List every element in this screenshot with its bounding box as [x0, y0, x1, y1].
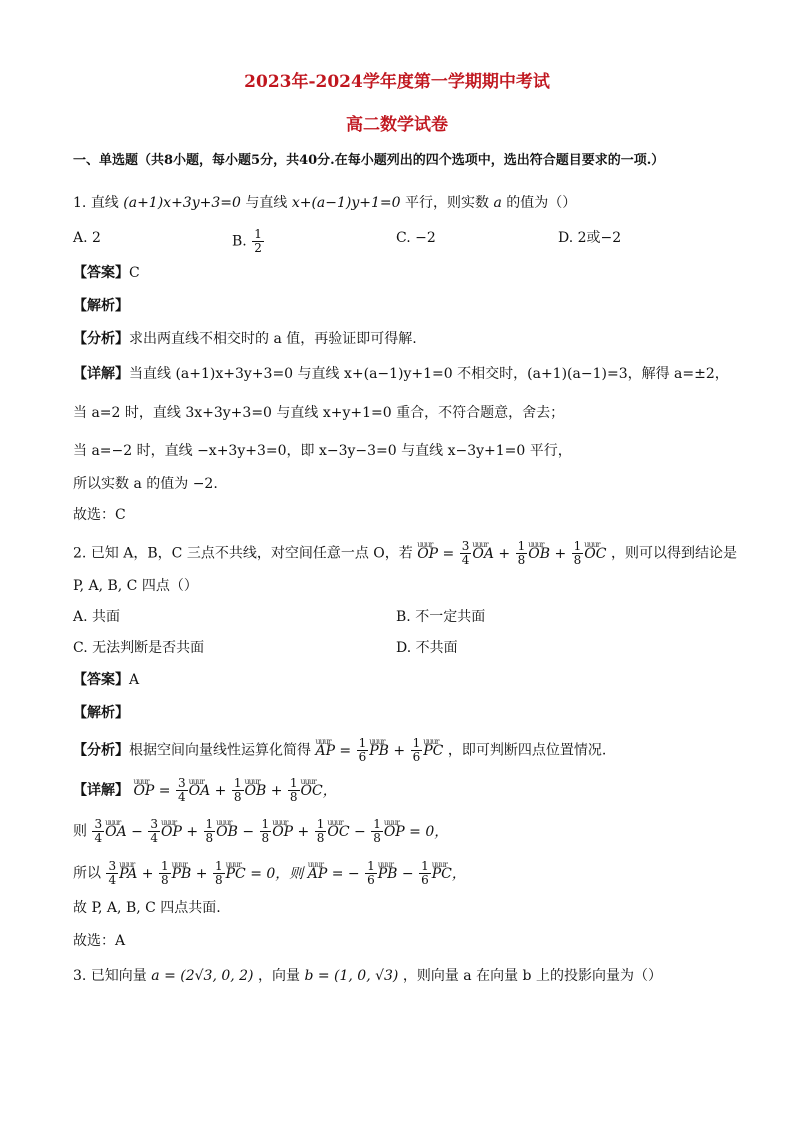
q2-detail-line1: 【详解】 uuur OP = $\frac{3}{4}$ uuur OA + $\frac{1}{8}$ uuur OB + $\frac{1}{8}$ uuur OC，: [73, 777, 337, 804]
q1-post: 平行，则实数: [404, 195, 489, 211]
q1-answer-tag: 【答案】: [73, 265, 129, 281]
q1-fenxi: 【分析】求出两直线不相交时的 a 值，再验证即可得解.: [73, 331, 417, 347]
q1-eq1: (a+1)x+3y+3=0: [123, 195, 241, 211]
exam-title: 2023年-2024学年度第一学期期中考试: [244, 72, 550, 92]
q1-option-c: C. −2: [396, 230, 436, 246]
q1-option-b: [232, 228, 265, 255]
q2-analysis-tag: 【解析】: [73, 705, 129, 721]
q1-detail-line2: 当 a=2 时，直线 3x+3y+3=0 与直线 x+y+1=0 重合，不符合题意，舍去；: [73, 405, 565, 421]
q2-answer: 【答案】A: [73, 672, 140, 688]
q2-choice: 故选：A: [73, 933, 126, 949]
q1-answer: [73, 263, 140, 283]
q1-eq2: x+(a−1)y+1=0: [291, 195, 401, 211]
q1-stem: [73, 193, 576, 213]
q1-pre: 直线: [90, 195, 119, 211]
q1-var: a: [493, 195, 502, 211]
q1-answer-value: C: [129, 265, 140, 281]
q1-option-b-label: B.: [232, 233, 247, 250]
q2-option-a: A. 共面: [73, 609, 121, 625]
q1-option-b-fraction: $\frac{1}{2}$: [254, 227, 262, 255]
q3-stem: 3. 已知向量 a = (2√3, 0, 2) ，向量 b = (1, 0, √3) ，则向量 a 在向量 b 上的投影向量为（）: [73, 968, 662, 984]
q1-mid: 与直线: [245, 195, 288, 211]
q1-number: 1.: [73, 195, 87, 211]
q2-fenxi: 【分析】根据空间向量线性运算化简得 uuur AP = $\frac{1}{6}$ uuur PB + $\frac{1}{6}$ uuur PC ，即可判断四点位置情况.: [73, 737, 606, 764]
q1-option-a: A. 2: [73, 230, 101, 246]
q1-option-d: D. 2或−2: [558, 230, 622, 246]
q2-stem: 2. 已知 A，B，C 三点不共线，对空间任意一点 O，若 uuur OP = $\frac{3}{4}$ uuur OA + $\frac{1}{8}$ uuur OB + $\frac{1}{8}$ uuur OC ，则可以得到结论是: [73, 540, 737, 567]
q2-option-d: D. 不共面: [396, 640, 458, 656]
q2-option-c: C. 无法判断是否共面: [73, 640, 205, 656]
q1-analysis-tag: 【解析】: [73, 298, 129, 314]
section-heading: 一、单选题（共8小题，每小题5分，共40分.在每小题列出的四个选项中，选出符合题目要求的一项.）: [73, 153, 665, 168]
q2-detail-line4: 故 P, A, B, C 四点共面.: [73, 900, 221, 916]
q1-end: 的值为（）: [506, 195, 577, 211]
q1-detail-line4: 所以实数 a 的值为 −2.: [73, 476, 218, 492]
q2-detail-line3: 所以 $\frac{3}{4}$ uuur PA + $\frac{1}{8}$ uuur PB + $\frac{1}{8}$ uuur PC = 0，则 uuur AP = − $\frac{1}{6}$ uuur PB − $\frac{1}{6}$ uuur PC，: [73, 860, 466, 887]
exam-subtitle: 高二数学试卷: [346, 115, 448, 135]
q2-detail-line2: 则 $\frac{3}{4}$ uuur OA − $\frac{3}{4}$ uuur OP + $\frac{1}{8}$ uuur OB − $\frac{1}{8}$ uuur OP + $\frac{1}{8}$ uuur OC − $\frac{1}{8}$ uuur OP = 0，: [73, 818, 448, 845]
q1-choice: 故选：C: [73, 507, 126, 523]
q1-detail-line1: 【详解】当直线 (a+1)x+3y+3=0 与直线 x+(a−1)y+1=0 不相交时，(a+1)(a−1)=3，解得 a=±2，: [73, 366, 729, 382]
q1-detail-line3: 当 a=−2 时，直线 −x+3y+3=0，即 x−3y−3=0 与直线 x−3y+1=0 平行，: [73, 443, 572, 459]
q2-option-b: B. 不一定共面: [396, 609, 486, 625]
q2-stem-cont: P, A, B, C 四点（）: [73, 578, 198, 594]
